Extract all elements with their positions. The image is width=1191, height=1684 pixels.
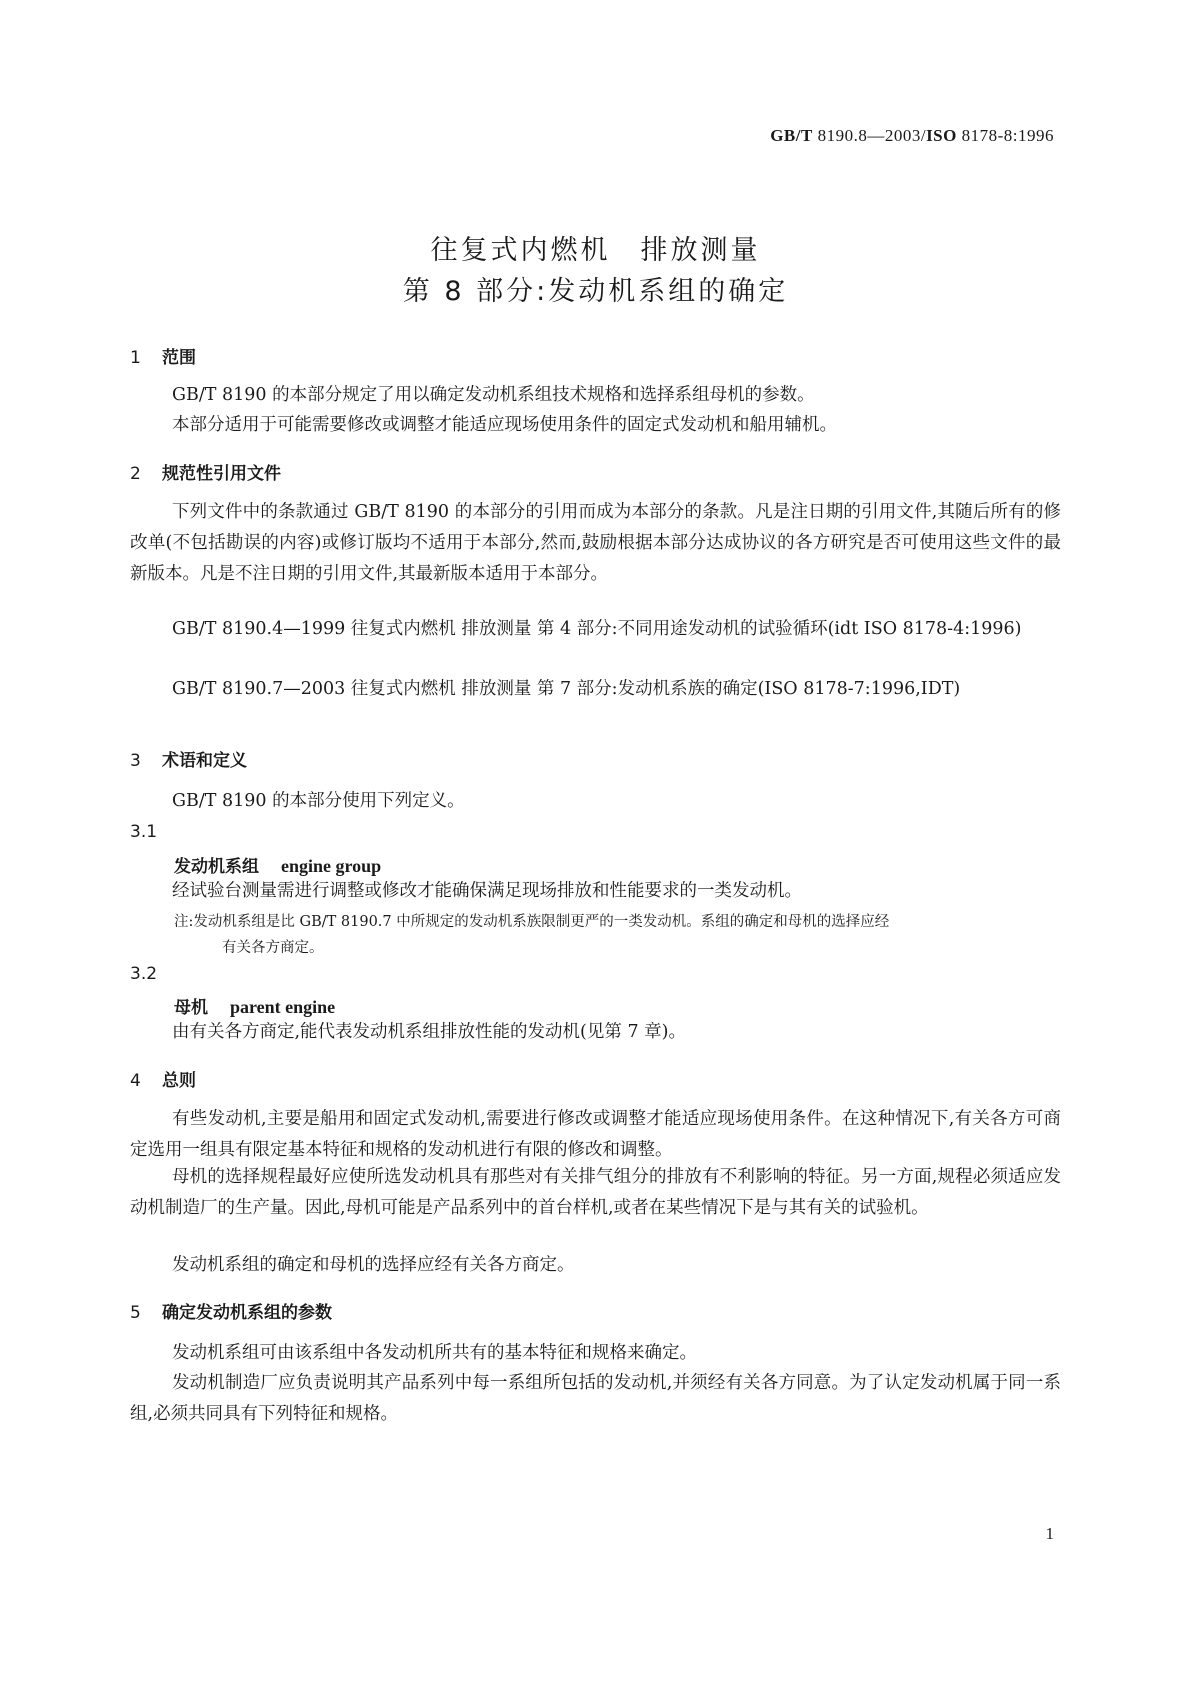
section-4-heading: 4 总则 (130, 1071, 196, 1091)
definition-3-2-text: 由有关各方商定,能代表发动机系组排放性能的发动机(见第 7 章)。 (172, 1022, 686, 1042)
section-4-para-1: 有些发动机,主要是船用和固定式发动机,需要进行修改或调整才能适应现场使用条件。在这种情况下,有关各方可商定选用一组具有限定基本特征和规格的发动机进行有限的修改和调整。 (130, 1109, 1061, 1160)
definition-3-1-number: 3.1 (130, 822, 158, 842)
section-2-para-1: 下列文件中的条款通过 GB/T 8190 的本部分的引用而成为本部分的条款。凡是注日期的引用文件,其随后所有的修改单(不包括勘误的内容)或修订版均不适用于本部分,然而,鼓励根据本部分达成协议的各方研究是否可使用这些文件的最新版本。凡是不注日期的引用文件,其最新版本适用于本部分。 (130, 502, 1061, 584)
standard-code: GB/T 8190.8—2003/ISO 8178-8:1996 (770, 126, 1054, 145)
section-5-para-1: 发动机系组可由该系组中各发动机所共有的基本特征和规格来确定。 (172, 1343, 697, 1363)
section-3-heading: 3 术语和定义 (130, 751, 247, 771)
page-number: 1 (1045, 1524, 1054, 1543)
section-3-para-1: GB/T 8190 的本部分使用下列定义。 (172, 791, 465, 811)
document-title-line2: 第 8 部分:发动机系组的确定 (402, 276, 789, 307)
section-5-heading: 5 确定发动机系组的参数 (130, 1303, 332, 1323)
definition-3-1-text: 经试验台测量需进行调整或修改才能确保满足现场排放和性能要求的一类发动机。 (172, 881, 802, 901)
section-2-heading: 2 规范性引用文件 (130, 464, 281, 484)
definition-3-1-note: 注:发动机系组是比 GB/T 8190.7 中所规定的发动机系族限制更严的一类发动机。系组的确定和母机的选择应经 有关各方商定。 (174, 914, 890, 956)
definition-3-2-term: 母机 parent engine (174, 997, 336, 1018)
section-2-ref-1: GB/T 8190.4—1999 往复式内燃机 排放测量 第 4 部分:不同用途发动机的试验循环(idt ISO 8178-4:1996) (172, 619, 1022, 639)
section-1-para-2: 本部分适用于可能需要修改或调整才能适应现场使用条件的固定式发动机和船用辅机。 (172, 415, 837, 435)
section-4-para-2: 母机的选择规程最好应使所选发动机具有那些对有关排气组分的排放有不利影响的特征。另一方面,规程必须适应发动机制造厂的生产量。因此,母机可能是产品系列中的首台样机,或者在某些情况下是与其有关的试验机。 (130, 1167, 1061, 1218)
section-5-para-2: 发动机制造厂应负责说明其产品系列中每一系组所包括的发动机,并须经有关各方同意。为了认定发动机属于同一系组,必须共同具有下列特征和规格。 (130, 1373, 1061, 1424)
section-4-para-3: 发动机系组的确定和母机的选择应经有关各方商定。 (172, 1255, 575, 1275)
document-title-line1: 往复式内燃机 排放测量 (430, 235, 761, 266)
section-2-ref-2: GB/T 8190.7—2003 往复式内燃机 排放测量 第 7 部分:发动机系族的确定(ISO 8178-7:1996,IDT) (172, 679, 961, 699)
section-1-heading: 1 范围 (130, 348, 196, 368)
section-1-para-1: GB/T 8190 的本部分规定了用以确定发动机系组技术规格和选择系组母机的参数。 (172, 385, 815, 405)
definition-3-1-term: 发动机系组 engine group (174, 856, 382, 877)
definition-3-2-number: 3.2 (130, 964, 158, 984)
